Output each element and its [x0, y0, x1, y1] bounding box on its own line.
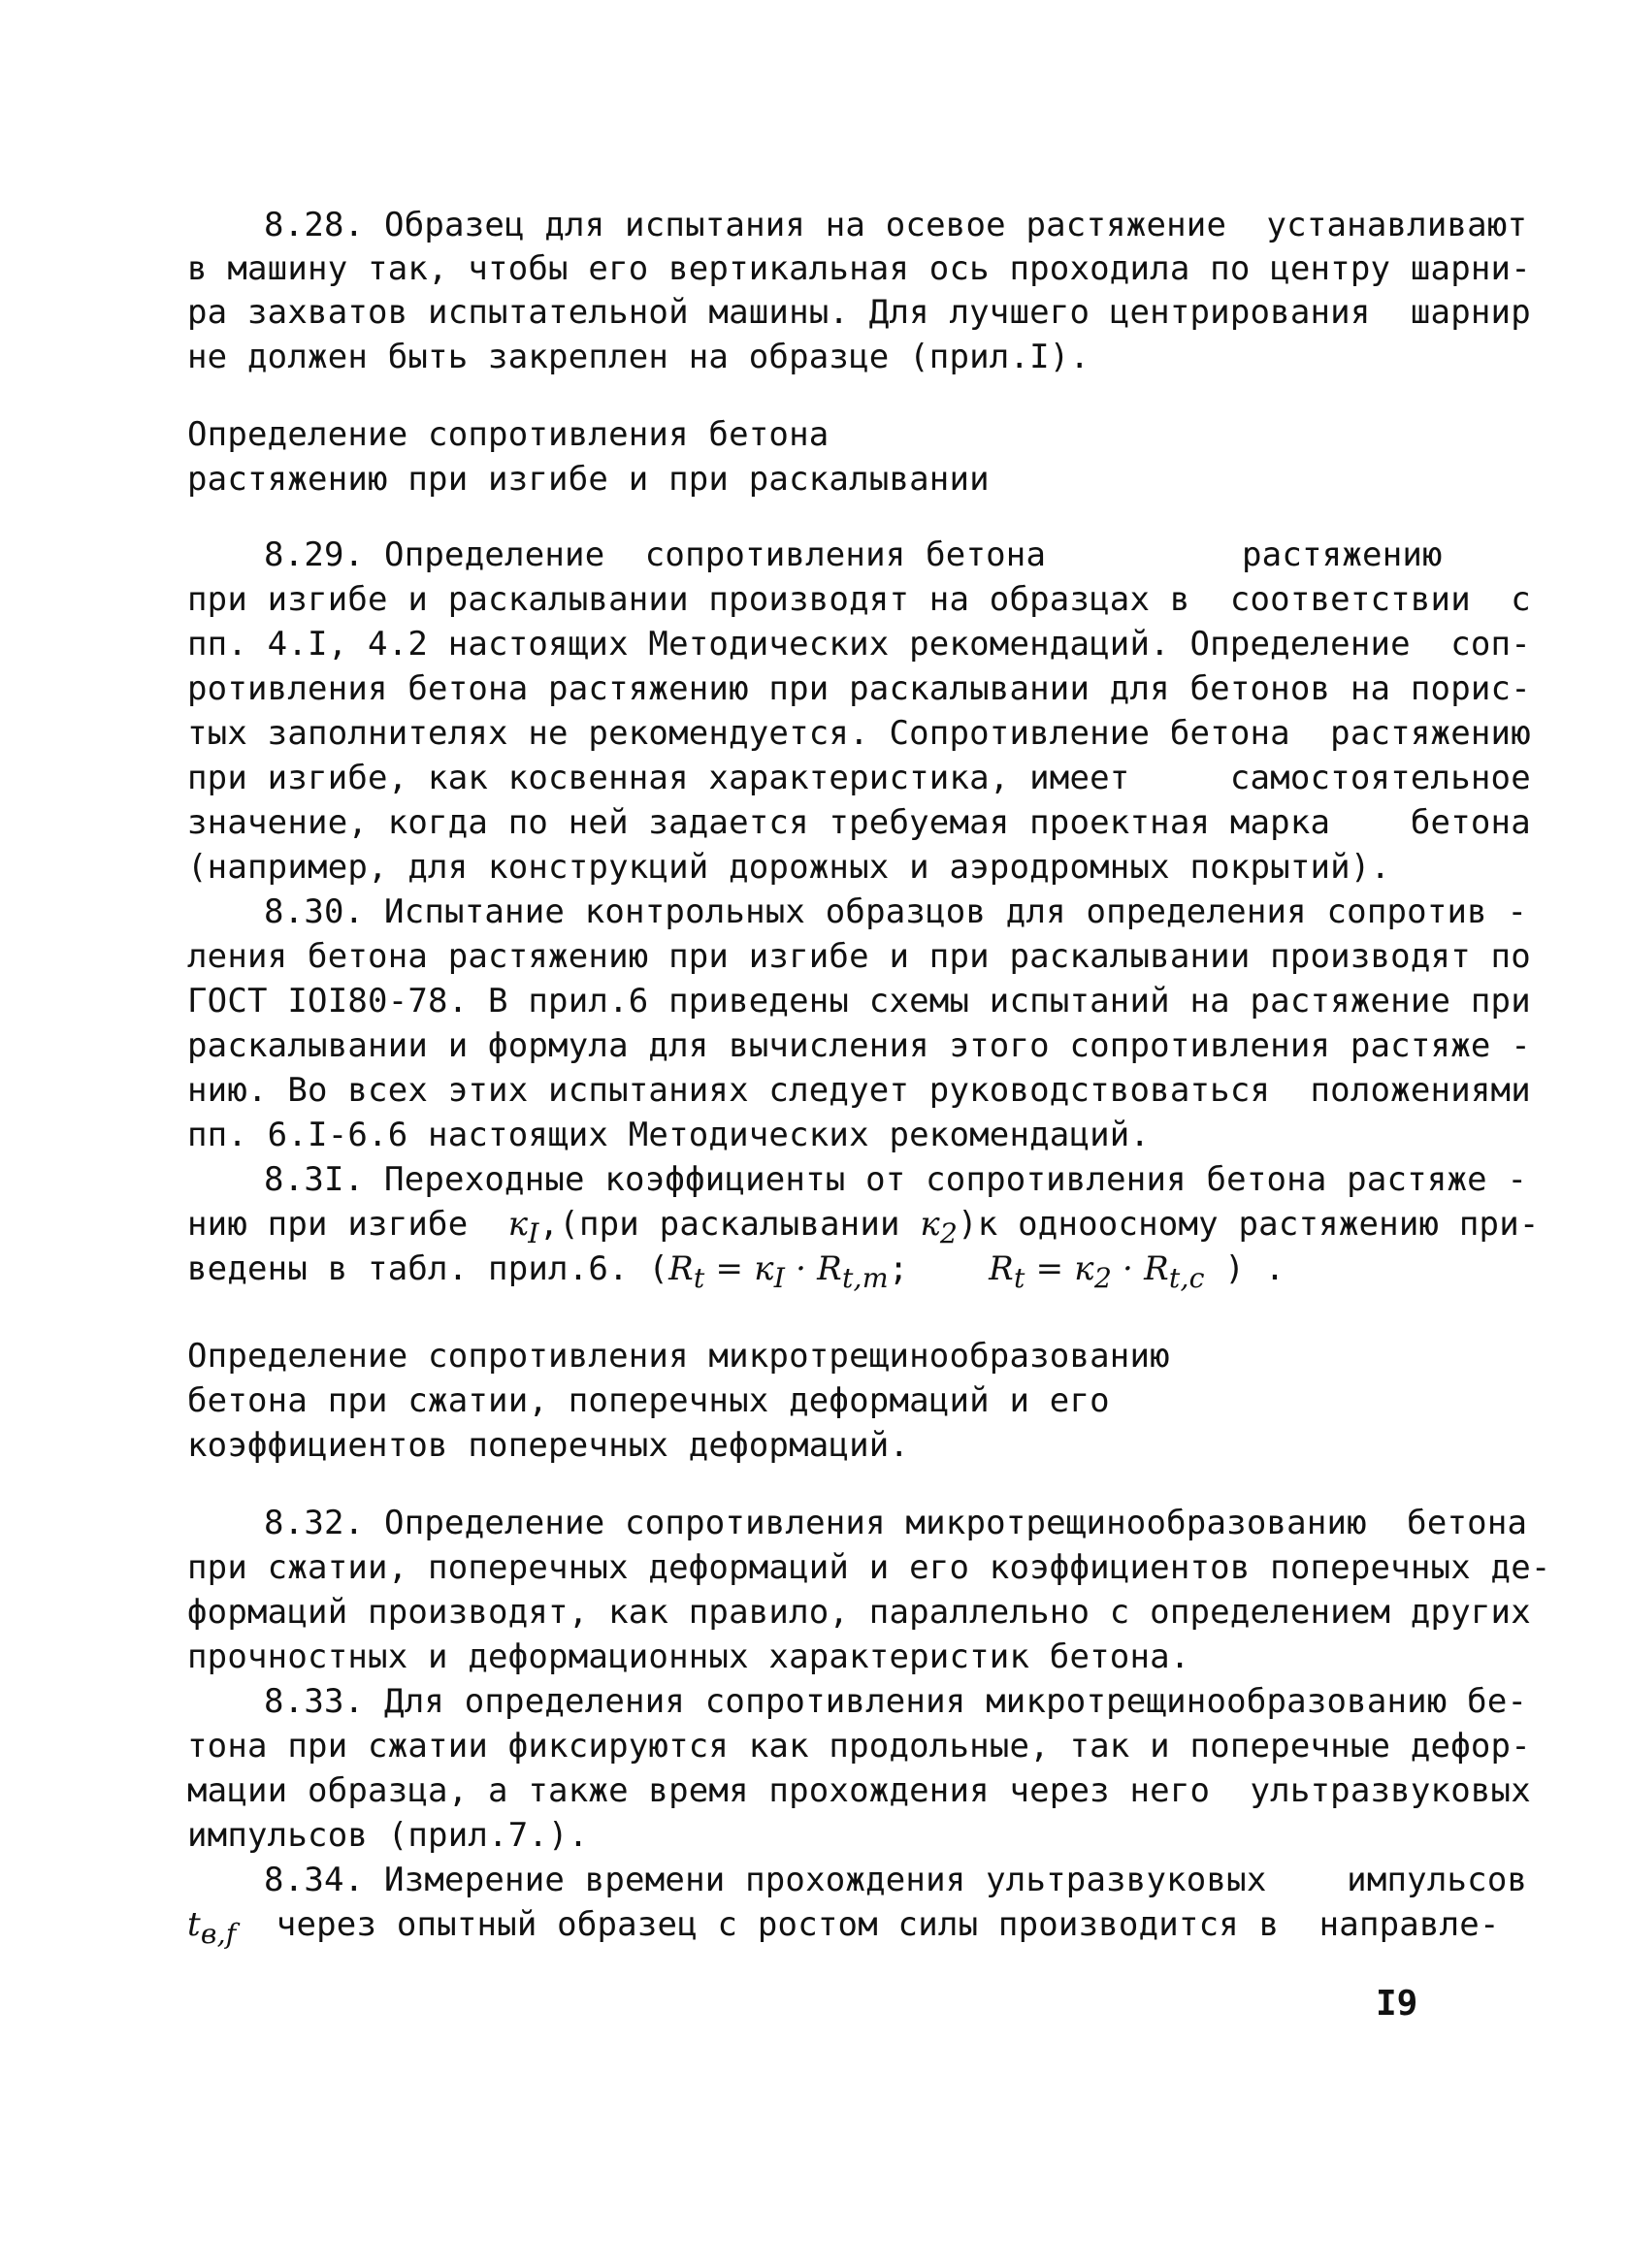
p829-line-3: пп. 4.I, 4.2 настоящих Методических рекомендаций. Определение соп- [187, 625, 1531, 664]
section-heading-1-line-2: растяжению при изгибе и при раскалывании [187, 460, 990, 499]
p830-line-6: пп. 6.I-6.6 настоящих Методических рекомендаций. [187, 1116, 1151, 1154]
p832-line-2: при сжатии, поперечных деформаций и его коэффициентов поперечных де- [187, 1548, 1551, 1587]
symbol-t-vf [187, 1905, 237, 1950]
p831-line-1: 8.3I. Переходные коэффициенты от сопротивления бетона растяже - [264, 1160, 1528, 1199]
p829-line-4: ротивления бетона растяжению при раскалывании для бетонов на порис- [187, 669, 1531, 708]
p833-line-3: мации образца, а также время прохождения через него ультразвуковых [187, 1771, 1531, 1810]
formula-2-r: R [1144, 1249, 1169, 1288]
formula-2-k-sub: 2 [1093, 1261, 1113, 1294]
p830-line-5: нию. Во всех этих испытаниях следует руководствоваться положениями [187, 1071, 1531, 1110]
p832-line-4: прочностных и деформационных характеристик бетона. [187, 1637, 1190, 1676]
formula-2-rt-sub: t [1013, 1261, 1025, 1294]
coef-k1-subscript: I [528, 1216, 539, 1249]
p830-line-3: ГОСТ IOI80-78. В прил.6 приведены схемы испытаний на растяжение при [187, 982, 1531, 1021]
formula-separator: ; [888, 1249, 990, 1288]
section-heading-2-line-3: коэффициентов поперечных деформаций. [187, 1426, 910, 1465]
formula-2-r-sub: t,c [1168, 1261, 1205, 1294]
formula-1-eq: = [704, 1249, 755, 1288]
p831-line-2-text-c: )к одноосному растяжению при- [958, 1205, 1540, 1244]
coef-k1-symbol: к [507, 1205, 529, 1244]
p828-line-2: в машину так, чтобы его вертикальная ось проходила по центру шарни- [187, 249, 1531, 288]
formula-2-k: к [1074, 1249, 1094, 1288]
coef-k2 [920, 1205, 959, 1249]
p829-line-6: при изгибе, как косвенная характеристика, имеет самостоятельное [187, 759, 1531, 797]
section-heading-2-line-1: Определение сопротивления микротрещинообразованию [187, 1337, 1170, 1376]
p829-line-1b: растяжению [1242, 535, 1443, 574]
symbol-t-subscript: в,f [200, 1917, 237, 1950]
p832-line-3: формаций производят, как правило, параллельно с определением других [187, 1593, 1531, 1632]
formula-1-r-sub: t,m [841, 1261, 889, 1294]
p833-line-4: импульсов (прил.7.). [187, 1816, 589, 1855]
formula-1-rt: R [668, 1249, 694, 1288]
formula-1-k: к [754, 1249, 774, 1288]
p828-line-4: не должен быть закреплен на образце (прил.I). [187, 338, 1090, 376]
p834-line-2-text: через опытный образец с ростом силы производится в направле- [276, 1905, 1500, 1944]
p830-line-2: ления бетона растяжению при изгибе и при раскалывании производят по [187, 937, 1531, 976]
p830-line-1: 8.30. Испытание контрольных образцов для определения сопротив - [264, 892, 1528, 931]
p829-line-1a: 8.29. Определение сопротивления бетона [264, 535, 1047, 574]
formula-end: ) . [1204, 1249, 1285, 1288]
section-heading-2-line-2: бетона при сжатии, поперечных деформаций и его [187, 1381, 1110, 1420]
p831-line-3-text: ведены в табл. прил.6. ( [187, 1249, 669, 1288]
p831-line-2 [187, 1205, 1540, 1253]
formula-2-eq: = [1025, 1249, 1075, 1288]
p830-line-4: раскалывании и формула для вычисления этого сопротивления растяже - [187, 1026, 1531, 1065]
section-heading-1-line-1: Определение сопротивления бетона [187, 415, 830, 454]
page-number: I9 [1376, 1984, 1418, 2024]
p834-line-2 [187, 1905, 1500, 1954]
formula-2 [989, 1249, 1205, 1294]
formula-2-dot: · [1112, 1249, 1145, 1288]
symbol-t: t [187, 1905, 201, 1944]
p831-line-3 [187, 1249, 1285, 1298]
p832-line-1: 8.32. Определение сопротивления микротрещинообразованию бетона [264, 1504, 1528, 1542]
formula-1-dot: · [785, 1249, 818, 1288]
p828-line-3: ра захватов испытательной машины. Для лучшего центрирования шарнир [187, 293, 1531, 332]
p829-line-8: (например, для конструкций дорожных и аэродромных покрытий). [187, 848, 1391, 887]
p833-line-2: тона при сжатии фиксируются как продольные, так и поперечные дефор- [187, 1727, 1531, 1766]
p829-line-5: тых заполнителях не рекомендуется. Сопротивление бетона растяжению [187, 714, 1531, 753]
p834-line-1: 8.34. Измерение времени прохождения ультразвуковых импульсов [264, 1861, 1528, 1899]
p828-line-1: 8.28. Образец для испытания на осевое растяжение устанавливают [264, 206, 1528, 244]
p833-line-1: 8.33. Для определения сопротивления микротрещинообразованию бе- [264, 1682, 1528, 1721]
p831-line-2-text-a: нию при изгибе [187, 1205, 508, 1244]
p829-line-7: значение, когда по ней задается требуемая проектная марка бетона [187, 803, 1531, 842]
p829-line-2: при изгибе и раскалывании производят на образцах в соответствии с [187, 580, 1531, 619]
formula-2-rt: R [989, 1249, 1014, 1288]
formula-1-k-sub: I [773, 1261, 786, 1294]
coef-k2-subscript: 2 [939, 1216, 959, 1249]
formula-1-rt-sub: t [693, 1261, 705, 1294]
coef-k2-symbol: к [920, 1205, 940, 1244]
formula-1 [668, 1249, 889, 1294]
coef-k1 [507, 1205, 539, 1249]
p831-line-2-text-b: ,(при раскалывании [538, 1205, 921, 1244]
formula-1-r: R [817, 1249, 842, 1288]
